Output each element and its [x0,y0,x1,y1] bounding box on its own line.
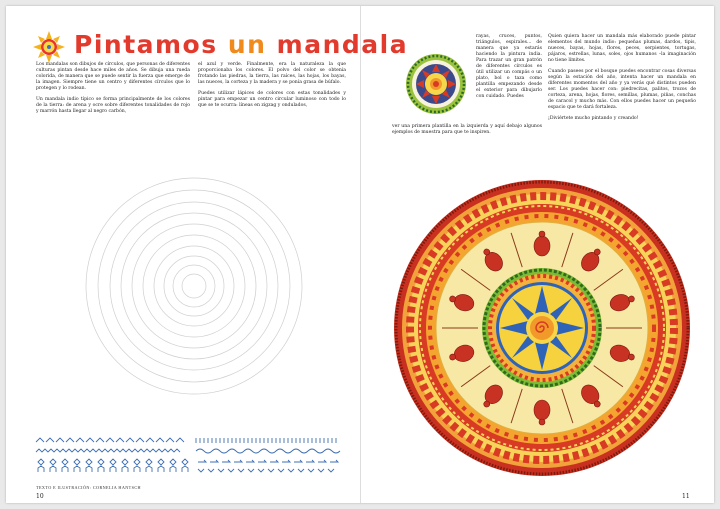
paragraph: Quien quiera hacer un mandala más elaborado puede pintar elementos del mundo indio: pequeñas plumas, dardos, tipis, nueces, bayas, hojas, flores, peces, serpientes, tortugas, pájaros, estrellas, lunas, soles, ojos humanos –la imaginación no tiene límites. [548,34,696,63]
page-title [74,30,408,59]
credit-line: TEXTO E ILUSTRACIÓN: CORNELIA HANTSCH [36,485,141,490]
turtle-mandala-image [392,178,692,478]
paragraph: Cuando pasees por el bosque puedes encontrar cosas diversas según la estación del año, intenta hacer un mandala en diferentes momentos del año y ya verás qué distintos pueden ser. Los puedes hacer con: piedrecitas, palitos, trozos de corteza, arena, hojas, flores, semillas, plumas, piñas, conchas de caracol y mucho más. Con ellos puedes hacer un pequeño espacio que te dará fortaleza. [548,69,696,110]
left-text-column-1 [36,62,190,120]
title-word-2: un [227,30,267,59]
title-word-3: mandala [276,30,409,59]
paragraph: Un mandala indio típico se forma principalmente de los colores de la tierra: de arena y ocre sobre diferentes tonalidades de rojo y marrón hasta llegar al negro carbón, [36,97,190,114]
paragraph: Los mandalas son dibujos de círculos, que personas de diferentes culturas pintan desde hace miles de años. Se dibuja una rueda colorida, de manera que se puede sentir la fuerza que emerge de la imagen. Siempre tiene un centro y diferentes círculos que lo protegen y lo rodean. [36,62,190,91]
paragraph: el azul y verde. Finalmente, era la naturaleza la que proporcionaba los colores. El polvo del color se obtenía frotando las piedras, la tierra, las raíces, las hojas, los bayas, las nueces, la corteza y la madera y se ponía grasa de búfalo. [198,62,346,85]
paragraph: Puedes utilizar lápices de colores con estas tonalidades y pintar para empezar un centro circular luminoso con todo lo que se te ocurra: líneas en zigzag y ondulados, [198,91,346,108]
page-number-right: 11 [682,493,690,500]
paragraph: ¡Diviértete mucho pintando y creando! [548,116,639,121]
small-mandala-image [404,52,468,116]
paragraph: rayas, cruces, puntos, triángulos, espirales… de manera que ya estarás haciendo la pintura india. Para trazar un gran patrón de diferentes círculos es útil utilizar un compás o un plato, bol o taza como plantilla empezando desde el exterior para dibujarlo con cuidado. Puedes [476,34,542,99]
pattern-samples [34,436,354,474]
right-text-wide-line: ver una primera plantilla en la izquierda y aquí debajo algunos ejemplos de muestra para que te inspiren. [392,124,542,135]
right-text-column-1 [476,34,542,105]
concentric-circles-template [84,176,304,396]
page-gutter [360,6,361,503]
left-text-column-2 [198,62,346,114]
right-text-column-2 [548,34,696,127]
title-word-1: Pintamos [74,30,218,59]
page-number-left: 10 [36,493,44,500]
book-spread [6,6,714,503]
sun-icon [32,30,66,64]
